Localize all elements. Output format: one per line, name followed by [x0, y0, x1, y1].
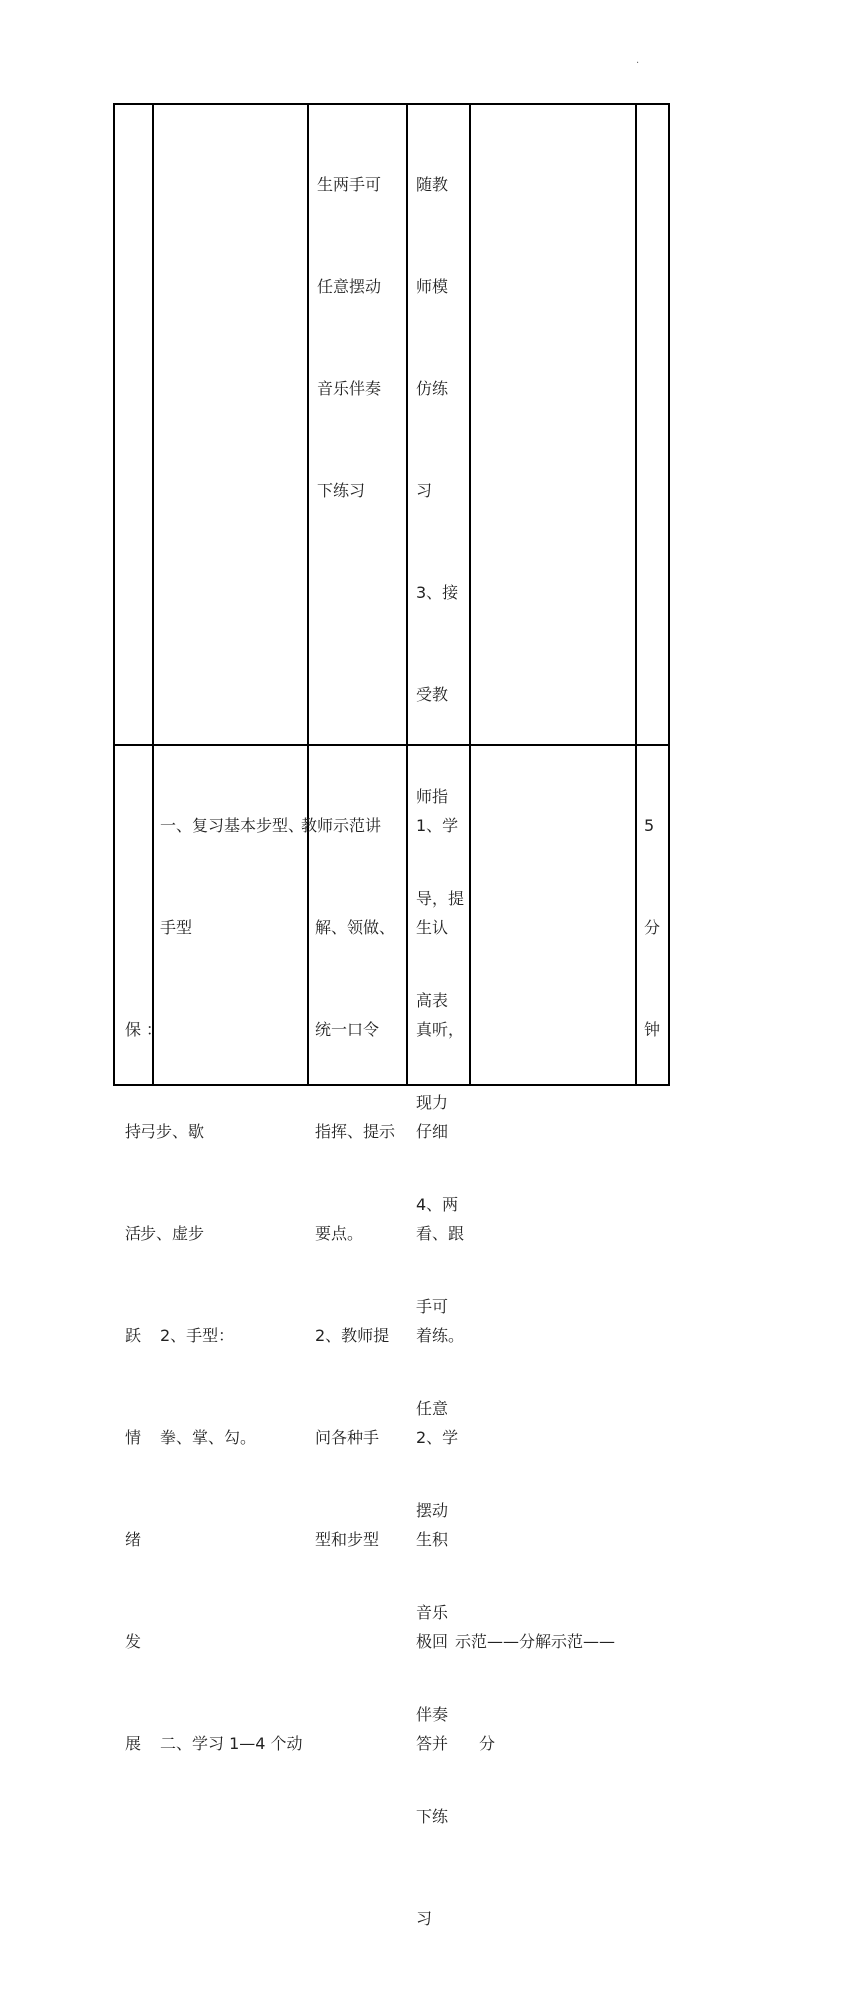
row2-stage-cell: 保 持 活 跃 情 绪 发 展 [125, 1020, 142, 1753]
row1-student-cell: 随教 师模 仿练 习 3、接 受教 师指 导，提 高表 现力 4、两 手可 任意 摆动 音乐 伴奏 下练 习 [416, 175, 465, 1928]
lesson-plan-table [113, 103, 670, 1928]
row2-content-cell: 一、复习基本步型、 手型 ： 弓步、歇 步、虚步 2、手型： 拳、掌、勾。 二、学习 1—4 个动 [140, 816, 305, 1753]
row2-method-cell: 教师示范讲 解、领做、 统一口令 指挥、提示 要点。 2、教师提 问各种手 型和步型 [301, 816, 396, 1549]
row2-method-notes-cell: 示范——分解示范—— 分 [455, 1632, 616, 1753]
column-divider [406, 103, 408, 1086]
row2-time-cell: 5 分 钟 [644, 816, 661, 1039]
row2-student-cell: 1、学 生认 真听， 仔细 看、跟 着练。 2、学 生积 极回 答并 [416, 816, 465, 1753]
column-divider [635, 103, 637, 1086]
table-right-border [668, 103, 670, 1086]
table-left-border [113, 103, 115, 1086]
row1-method-cell: 生两手可 任意摆动 音乐伴奏 下练习 [317, 175, 382, 500]
page-mark: · [636, 58, 640, 69]
